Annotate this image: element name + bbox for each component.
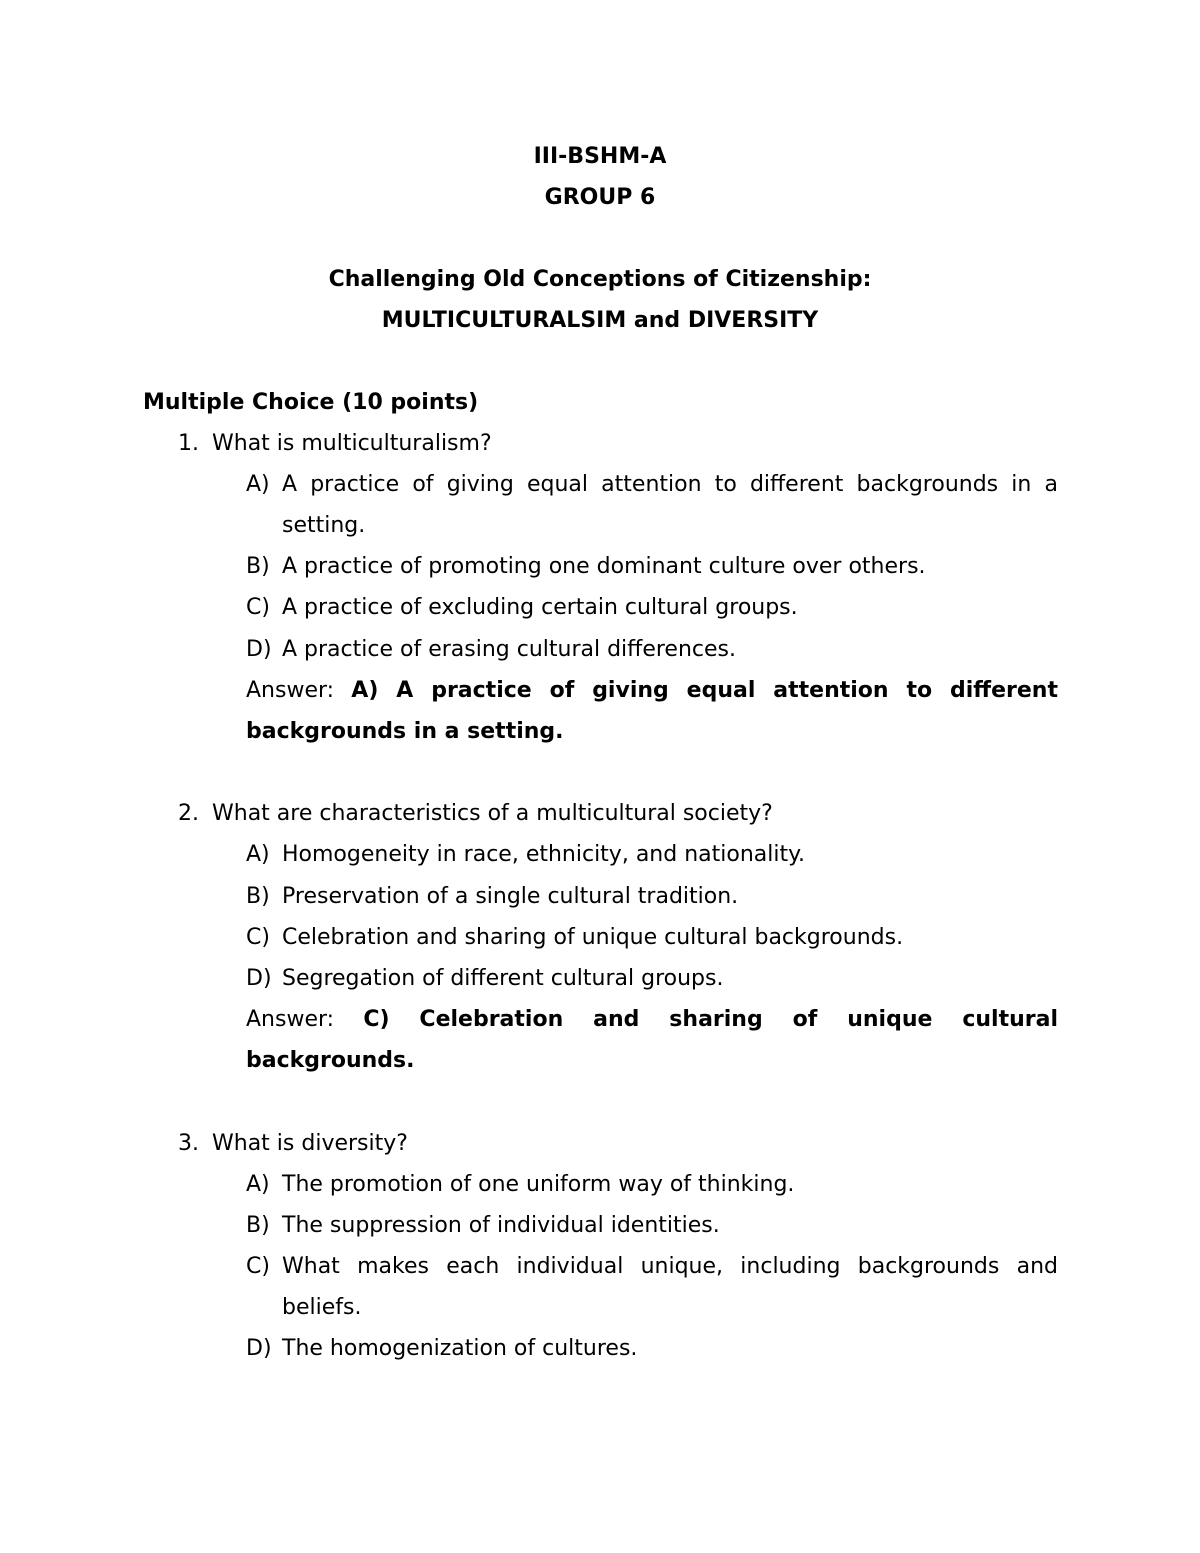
question-2-option-d	[246, 958, 1058, 999]
question-text: What is multiculturalism?	[212, 431, 492, 456]
option-letter: C)	[246, 595, 270, 620]
question-2	[178, 793, 1058, 834]
option-text: The promotion of one uniform way of thinking.	[282, 1172, 795, 1197]
option-text: A practice of excluding certain cultural groups.	[282, 595, 798, 620]
question-3-option-b	[246, 1205, 1058, 1246]
question-1-option-c	[246, 587, 1058, 628]
option-letter: B)	[246, 554, 270, 579]
option-letter: C)	[246, 925, 270, 950]
question-number: 1.	[178, 431, 199, 456]
option-letter: B)	[246, 884, 270, 909]
question-2-option-b	[246, 876, 1058, 917]
answer-value: A) A practice of giving equal attention to different backgrounds in a setting.	[246, 678, 1058, 744]
question-2-option-a	[246, 834, 1058, 875]
option-text: What makes each individual unique, including backgrounds and beliefs.	[282, 1254, 1058, 1320]
question-1-option-a	[246, 464, 1058, 546]
option-text: Celebration and sharing of unique cultural backgrounds.	[282, 925, 904, 950]
option-text: The homogenization of cultures.	[282, 1336, 638, 1361]
question-1-answer	[246, 670, 1058, 752]
option-text: A practice of giving equal attention to different backgrounds in a setting.	[282, 472, 1058, 538]
option-letter: D)	[246, 637, 272, 662]
document-title-line2: MULTICULTURALSIM and DIVERSITY	[381, 308, 819, 333]
option-letter: A)	[246, 472, 270, 497]
section-heading: Multiple Choice (10 points)	[143, 390, 479, 415]
option-text: A practice of promoting one dominant culture over others.	[282, 554, 926, 579]
question-text: What are characteristics of a multicultural society?	[212, 801, 773, 826]
question-number: 2.	[178, 801, 199, 826]
question-3	[178, 1123, 1058, 1164]
answer-label: Answer:	[246, 678, 335, 703]
option-text: Preservation of a single cultural tradition.	[282, 884, 739, 909]
option-letter: A)	[246, 842, 270, 867]
class-section: III-BSHM-A	[533, 144, 667, 169]
group-label: GROUP 6	[544, 185, 656, 210]
question-3-option-d	[246, 1328, 1058, 1369]
option-letter: D)	[246, 966, 272, 991]
answer-value: C) Celebration and sharing of unique cultural backgrounds.	[246, 1007, 1058, 1073]
option-letter: A)	[246, 1172, 270, 1197]
option-letter: B)	[246, 1213, 270, 1238]
question-2-answer	[246, 999, 1058, 1081]
question-text: What is diversity?	[212, 1131, 408, 1156]
question-1-option-b	[246, 546, 1058, 587]
question-3-option-a	[246, 1164, 1058, 1205]
question-2-option-c	[246, 917, 1058, 958]
option-text: Segregation of different cultural groups.	[282, 966, 724, 991]
question-number: 3.	[178, 1131, 199, 1156]
option-letter: C)	[246, 1254, 270, 1279]
answer-label: Answer:	[246, 1007, 335, 1032]
question-1-option-d	[246, 629, 1058, 670]
document-title-line1: Challenging Old Conceptions of Citizenship:	[328, 267, 872, 292]
option-text: Homogeneity in race, ethnicity, and nationality.	[282, 842, 805, 867]
option-text: The suppression of individual identities.	[282, 1213, 720, 1238]
option-letter: D)	[246, 1336, 272, 1361]
question-3-option-c	[246, 1246, 1058, 1328]
option-text: A practice of erasing cultural differences.	[282, 637, 736, 662]
question-1	[178, 423, 1058, 464]
